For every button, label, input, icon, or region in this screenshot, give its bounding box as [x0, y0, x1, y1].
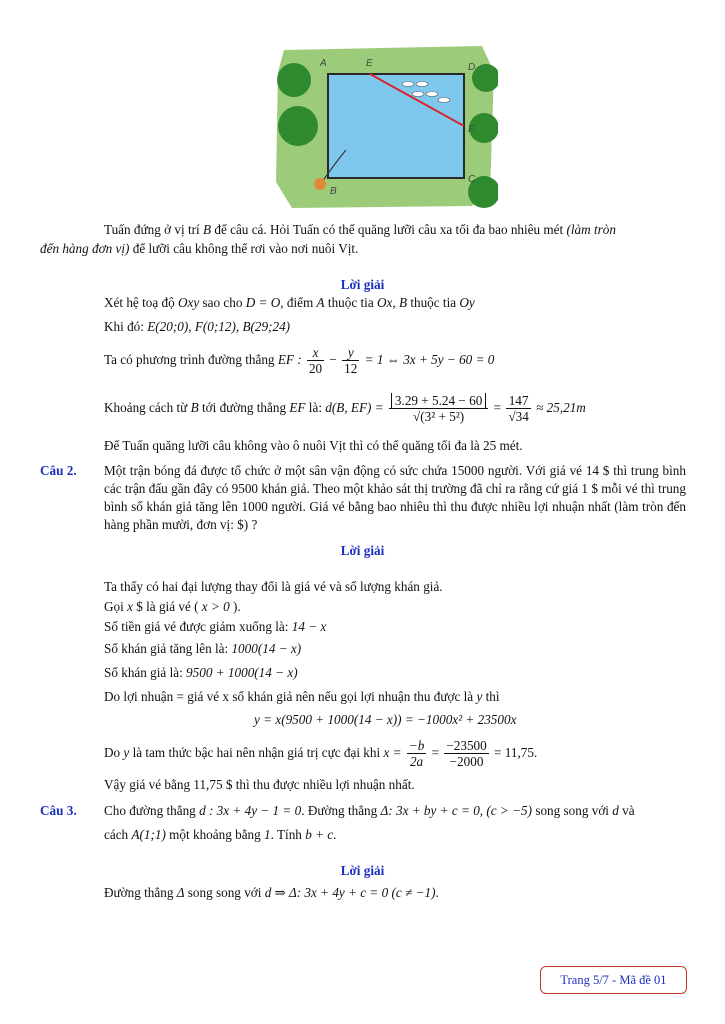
label-D: D — [468, 62, 476, 73]
p1-sol-line3: Ta có phương trình đường thẳng EF : $\frac{x}{20}$ − $\frac{y}{12}$ = 1 ⇔ 3x + 5y − 60 = 0 — [104, 345, 495, 377]
fraction-y-12: $\frac{y}{12}$ — [344, 345, 358, 377]
p2-sol-line1: Ta thấy có hai đại lượng thay đổi là giá vé và số lượng khán giả. — [104, 579, 443, 594]
p2-sol-line8: Do y là tam thức bậc hai nên nhận giá trị cực đại khi x = $\frac{-b}{2a}$ = $\frac{-23500}{-2000}$ = 11,75. — [104, 738, 538, 770]
p3-sol-line1: Đường thẳng Δ song song với d ⇒ Δ: 3x + 4y + c = 0 (c ≠ −1). — [104, 885, 439, 900]
p2-solution-title: Lời giải — [340, 543, 385, 558]
distance-fraction: $\frac{3.29 + 5.24 - 60}{\text{√(3² + 5²)}}$ — [389, 393, 488, 424]
p1-statement-line2: đến hàng đơn vị) để lưỡi câu không thể rơi vào nơi nuôi Vịt. — [40, 241, 359, 256]
p3-solution-title: Lời giải — [340, 863, 385, 878]
p1-sol-line1: Xét hệ toạ độ Oxy sao cho D = O, điểm A thuộc tia Ox, B thuộc tia Oy — [104, 295, 475, 310]
p2-sol-line6: Do lợi nhuận = giá vé x số khán giả nên nếu gọi lợi nhuận thu được là y thì — [104, 689, 500, 704]
p3-statement-line1: Cho đường thẳng d : 3x + 4y − 1 = 0. Đường thẳng Δ: 3x + by + c = 0, (c > −5) song song với d và — [104, 803, 635, 818]
p2-sol-line3: Số tiền giá vé được giảm xuống là: 14 − x — [104, 619, 327, 634]
p2-sol-line5: Số khán giả là: 9500 + 1000(14 − x) — [104, 665, 298, 680]
pond-figure — [272, 42, 498, 210]
p2-sol-line2: Gọi x $ là giá vé ( x > 0 ). — [104, 599, 241, 614]
p3-statement-line2: cách A(1;1) một khoảng bằng 1. Tính b + c. — [104, 827, 337, 842]
fraction-x-20: $\frac{x}{20}$ — [308, 345, 323, 377]
p2-statement: Một trận bóng đá được tổ chức ở một sân vận động có sức chứa 15000 người. Với giá vé 14 $ thì trung bình các trận đấu gần đây có 9500 khán giả. Theo một khảo sát thị trường đã chỉ ra rằng cứ giá 1 $ mỗi vé thì trung bình số khán giả tăng lên 1000 người. Giá vé bằng bao nhiêu thì thu được nhiều lợi nhuận nhất (làm tròn đến hàng phần mười, đơn vị: $) ? — [104, 463, 686, 532]
p1-sol-conclusion: Để Tuấn quăng lưỡi câu không vào ô nuôi Vịt thì có thể quăng tối đa là 25 mét. — [104, 438, 523, 453]
p2-label: Câu 2. — [40, 463, 77, 478]
fraction-b-2a: $\frac{-b}{2a}$ — [408, 738, 425, 770]
fraction-23500-2000: $\frac{-23500}{-2000}$ — [446, 738, 487, 770]
page-footer: Trang 5/7 - Mã đề 01 — [540, 966, 687, 994]
p1-sol-line4: Khoảng cách từ B tới đường thẳng EF là: d(B, EF) = $\frac{3.29 + 5.24 - 60}{\text{√(3² + 5²)}}$ = $\frac{147}{√34}$ ≈ 25,21m — [104, 393, 586, 425]
label-B: B — [330, 186, 337, 197]
p1-statement-line1: Tuấn đứng ở vị trí B để câu cá. Hỏi Tuấn có thể quăng lưỡi câu xa tối đa bao nhiêu mét (làm tròn — [104, 222, 616, 237]
label-F: F — [468, 124, 475, 135]
fraction-147-sqrt34: $\frac{147}{√34}$ — [508, 393, 529, 425]
p2-sol-line4: Số khán giả tăng lên là: 1000(14 − x) — [104, 641, 302, 656]
label-C: C — [468, 174, 476, 185]
p2-profit-equation: y = x(9500 + 1000(14 − x)) = −1000x² + 23500x — [254, 712, 517, 727]
label-A: A — [320, 58, 327, 69]
pond — [328, 74, 464, 178]
p1-sol-line2: Khi đó: E(20;0), F(0;12), B(29;24) — [104, 319, 291, 334]
fisherman — [314, 178, 326, 190]
label-E: E — [366, 58, 373, 69]
p1-solution-title: Lời giải — [340, 277, 385, 292]
p3-label: Câu 3. — [40, 803, 77, 818]
p2-sol-conclusion: Vậy giá vé bằng 11,75 $ thì thu được nhiều lợi nhuận nhất. — [104, 777, 415, 792]
